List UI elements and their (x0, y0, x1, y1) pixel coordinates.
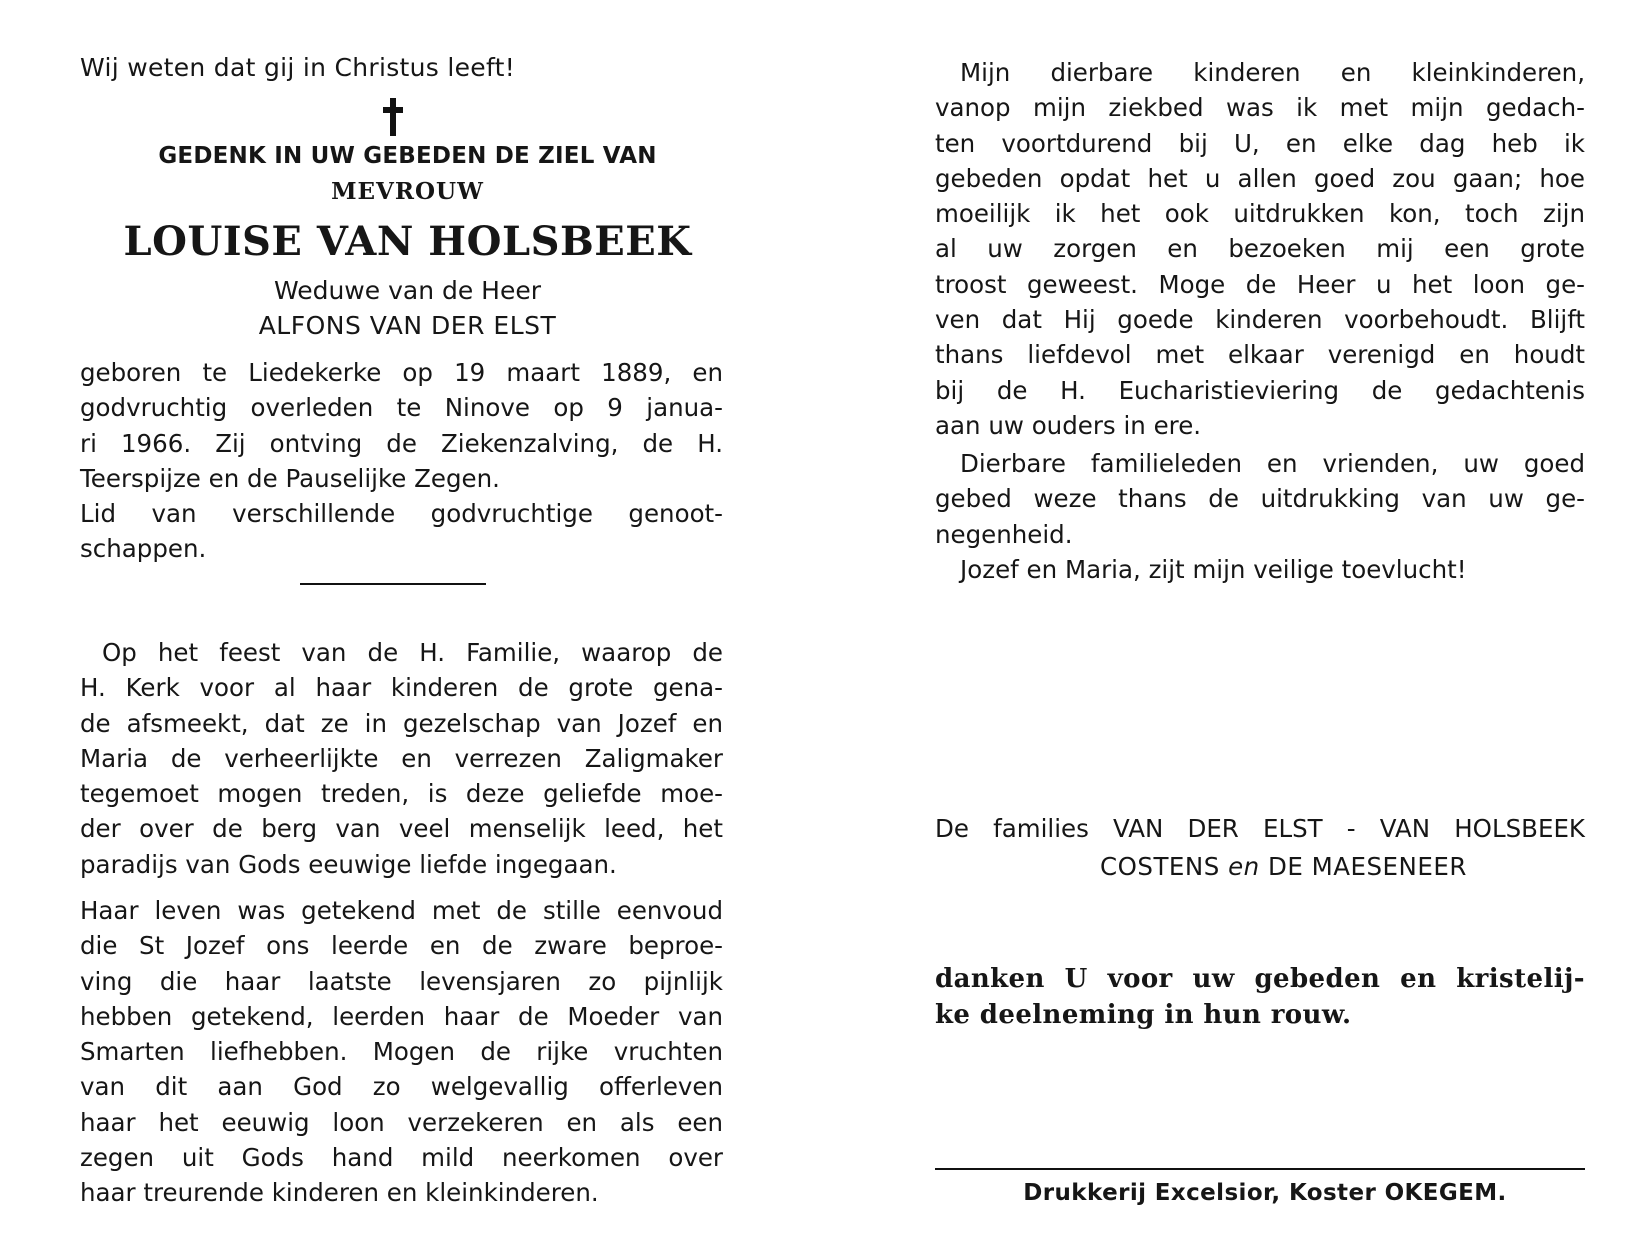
message-line: Mijn dierbare kinderen en kleinkinderen, (960, 58, 1585, 87)
thanks-line: ke deelneming in hun rouw. (935, 1000, 1352, 1030)
thanks-line: danken U voor uw gebeden en kristelij- (935, 964, 1585, 994)
families-line-2 (1100, 852, 1467, 881)
children-message (935, 55, 1585, 443)
feast-line: der over de berg van veel menselijk leed, het (80, 814, 723, 844)
feast-line: tegemoet mogen treden, is deze geliefde moe- (80, 779, 723, 809)
feast-line: Op het feest van de H. Familie, waarop de (102, 638, 723, 667)
cross-icon (383, 98, 403, 136)
bio-line: Lid van verschillende godvruchtige genoot- (80, 499, 723, 529)
families-line: De families VAN DER ELST - VAN HOLSBEEK (935, 814, 1585, 843)
message-line: thans liefdevol met elkaar verenigd en houdt (935, 340, 1585, 370)
family-message (935, 446, 1585, 587)
life-line: zegen uit Gods hand mild neerkomen over (80, 1143, 723, 1173)
family-name: DE MAESENEER (1267, 852, 1467, 881)
message-line: vanop mijn ziekbed was ik met mijn gedach- (935, 93, 1585, 123)
family-line: negenheid. (935, 519, 1073, 549)
feast-line: paradijs van Gods eeuwige liefde ingegaan. (80, 849, 617, 879)
widow-line: Weduwe van de Heer (273, 276, 542, 305)
bio-line: geboren te Liedekerke op 19 maart 1889, en (80, 358, 723, 387)
life-paragraph (80, 893, 723, 1211)
life-line: Smarten liefhebben. Mogen de rijke vruchten (80, 1037, 723, 1067)
divider (300, 583, 486, 585)
printer-credit: Drukkerij Excelsior, Koster OKEGEM. (1023, 1180, 1507, 1206)
divider (935, 1168, 1585, 1170)
message-line: bij de H. Eucharistieviering de gedachtenis (935, 375, 1585, 405)
life-line: haar het eeuwig loon verzekeren en als een (80, 1107, 723, 1137)
right-panel (815, 0, 1643, 1260)
message-line: moeilijk ik het ook uitdrukken kon, toch zijn (935, 199, 1585, 229)
message-line: gebeden opdat het u allen goed zou gaan; hoe (935, 163, 1585, 193)
bio-line: godvruchtig overleden te Ninove op 9 janua- (80, 393, 723, 423)
title-mevrouw: MEVROUW (331, 178, 484, 205)
conjunction: en (1228, 852, 1260, 881)
family-name: COSTENS (1100, 852, 1220, 881)
remembrance-heading: GEDENK IN UW GEBEDEN DE ZIEL VAN (158, 143, 657, 169)
life-line: haar treurende kinderen en kleinkinderen. (80, 1178, 599, 1208)
deceased-name: LOUISE VAN HOLSBEEK (123, 218, 692, 265)
life-line: van dit aan God zo welgevallig offerleven (80, 1072, 723, 1102)
husband-name: ALFONS VAN DER ELST (258, 311, 557, 340)
message-line: ven dat Hij goede kinderen voorbehoudt. Blijft (935, 305, 1585, 335)
bio-line: Teerspijze en de Pauselijke Zegen. (80, 463, 500, 493)
life-line: Haar leven was getekend met de stille eenvoud (80, 896, 723, 925)
feast-line: de afsmeekt, dat ze in gezelschap van Jozef en (80, 708, 723, 738)
family-line: Dierbare familieleden en vrienden, uw goed (960, 449, 1585, 478)
biography (80, 355, 723, 567)
feast-line: Maria de verheerlijkte en verrezen Zaligmaker (80, 743, 723, 773)
left-panel (0, 0, 815, 1260)
closing-prayer: Jozef en Maria, zijt mijn veilige toevlucht! (960, 554, 1467, 584)
thanks-message (935, 961, 1585, 1033)
feast-paragraph (80, 635, 723, 882)
bio-line: schappen. (80, 534, 207, 564)
life-line: ving die haar laatste levensjaren zo pijnlijk (80, 966, 723, 996)
life-line: die St Jozef ons leerde en de zware beproe- (80, 931, 723, 961)
message-line: ten voortdurend bij U, en elke dag heb ik (935, 128, 1585, 158)
bio-line: ri 1966. Zij ontving de Ziekenzalving, de H. (80, 428, 723, 458)
family-line: gebed weze thans de uitdrukking van uw ge- (935, 484, 1585, 514)
message-line: aan uw ouders in ere. (935, 410, 1202, 440)
message-line: troost geweest. Moge de Heer u het loon ge- (935, 269, 1585, 299)
life-line: hebben getekend, leerden haar de Moeder van (80, 1001, 723, 1031)
message-line: al uw zorgen en bezoeken mij een grote (935, 234, 1585, 264)
feast-line: H. Kerk voor al haar kinderen de grote gena- (80, 673, 723, 703)
motto: Wij weten dat gij in Christus leeft! (80, 53, 516, 82)
